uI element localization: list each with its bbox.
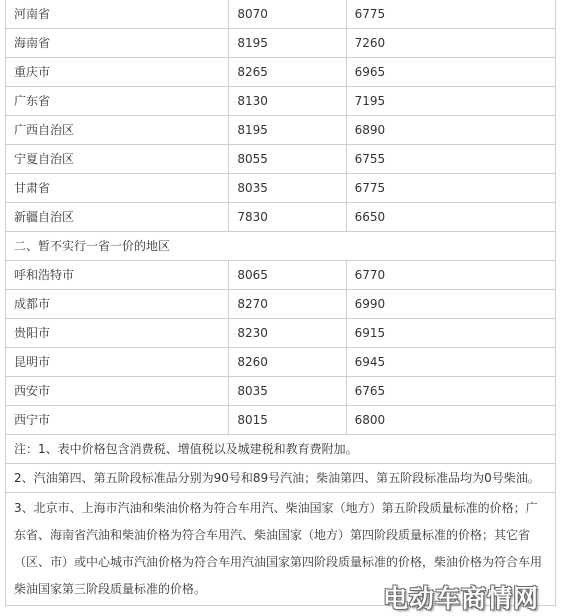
region-cell: 贵阳市 <box>6 319 229 348</box>
table-row <box>6 319 556 348</box>
region-cell: 甘肃省 <box>6 174 229 203</box>
gasoline-price-cell: 8035 <box>229 377 346 406</box>
region-cell: 呼和浩特市 <box>6 261 229 290</box>
gasoline-price-cell: 8195 <box>229 116 346 145</box>
table-row <box>6 145 556 174</box>
table-row <box>6 116 556 145</box>
table-row <box>6 58 556 87</box>
diesel-price-cell: 6755 <box>346 145 555 174</box>
table-row <box>6 348 556 377</box>
gasoline-price-cell: 8265 <box>229 58 346 87</box>
region-cell: 海南省 <box>6 29 229 58</box>
table-row <box>6 261 556 290</box>
gasoline-price-cell: 8260 <box>229 348 346 377</box>
table-row <box>6 290 556 319</box>
diesel-price-cell: 7260 <box>346 29 555 58</box>
note-row <box>6 464 556 493</box>
region-cell: 重庆市 <box>6 58 229 87</box>
region-cell: 广东省 <box>6 87 229 116</box>
gasoline-price-cell: 8065 <box>229 261 346 290</box>
table-row <box>6 377 556 406</box>
diesel-price-cell: 6775 <box>346 174 555 203</box>
gasoline-price-cell: 8130 <box>229 87 346 116</box>
gasoline-price-cell: 8015 <box>229 406 346 435</box>
gasoline-price-cell: 8070 <box>229 0 346 29</box>
gasoline-price-cell: 8055 <box>229 145 346 174</box>
region-cell: 河南省 <box>6 0 229 29</box>
price-table-wrapper <box>5 0 556 606</box>
section-title: 二、暂不实行一省一价的地区 <box>6 232 556 261</box>
diesel-price-cell: 6965 <box>346 58 555 87</box>
section-header-row <box>6 232 556 261</box>
note-row <box>6 435 556 464</box>
table-row <box>6 29 556 58</box>
table-row <box>6 174 556 203</box>
region-cell: 昆明市 <box>6 348 229 377</box>
region-cell: 西宁市 <box>6 406 229 435</box>
region-cell: 广西自治区 <box>6 116 229 145</box>
gasoline-price-cell: 8035 <box>229 174 346 203</box>
table-row <box>6 0 556 29</box>
gasoline-price-cell: 8195 <box>229 29 346 58</box>
region-cell: 西安市 <box>6 377 229 406</box>
region-cell: 新疆自治区 <box>6 203 229 232</box>
diesel-price-cell: 6770 <box>346 261 555 290</box>
region-cell: 宁夏自治区 <box>6 145 229 174</box>
table-row <box>6 406 556 435</box>
note-1: 注：1、表中价格包含消费税、增值税以及城建税和教育费附加。 <box>6 435 556 464</box>
diesel-price-cell: 6650 <box>346 203 555 232</box>
region-cell: 成都市 <box>6 290 229 319</box>
diesel-price-cell: 7195 <box>346 87 555 116</box>
diesel-price-cell: 6800 <box>346 406 555 435</box>
note-2: 2、汽油第四、第五阶段标准品分别为90号和89号汽油；柴油第四、第五阶段标准品均为0号柴油。 <box>6 464 556 493</box>
gasoline-price-cell: 7830 <box>229 203 346 232</box>
diesel-price-cell: 6990 <box>346 290 555 319</box>
note-3: 3、北京市、上海市汽油和柴油价格为符合车用汽、柴油国家（地方）第五阶段质量标准的价格；广东省、海南省汽油和柴油价格为符合车用汽、柴油国家（地方）第四阶段质量标准的价格；其它省（区、市）或中心城市汽油价格为符合车用汽油国家第四阶段质量标准的价格，柴油价格为符合车用柴油国家第三阶段质量标准的价格。 <box>6 493 556 606</box>
diesel-price-cell: 6890 <box>346 116 555 145</box>
gasoline-price-cell: 8270 <box>229 290 346 319</box>
gasoline-price-cell: 8230 <box>229 319 346 348</box>
fuel-price-table <box>5 0 556 606</box>
diesel-price-cell: 6775 <box>346 0 555 29</box>
site-watermark: 电动车商情网 <box>382 584 539 613</box>
table-row <box>6 87 556 116</box>
diesel-price-cell: 6915 <box>346 319 555 348</box>
diesel-price-cell: 6945 <box>346 348 555 377</box>
diesel-price-cell: 6765 <box>346 377 555 406</box>
table-row <box>6 203 556 232</box>
